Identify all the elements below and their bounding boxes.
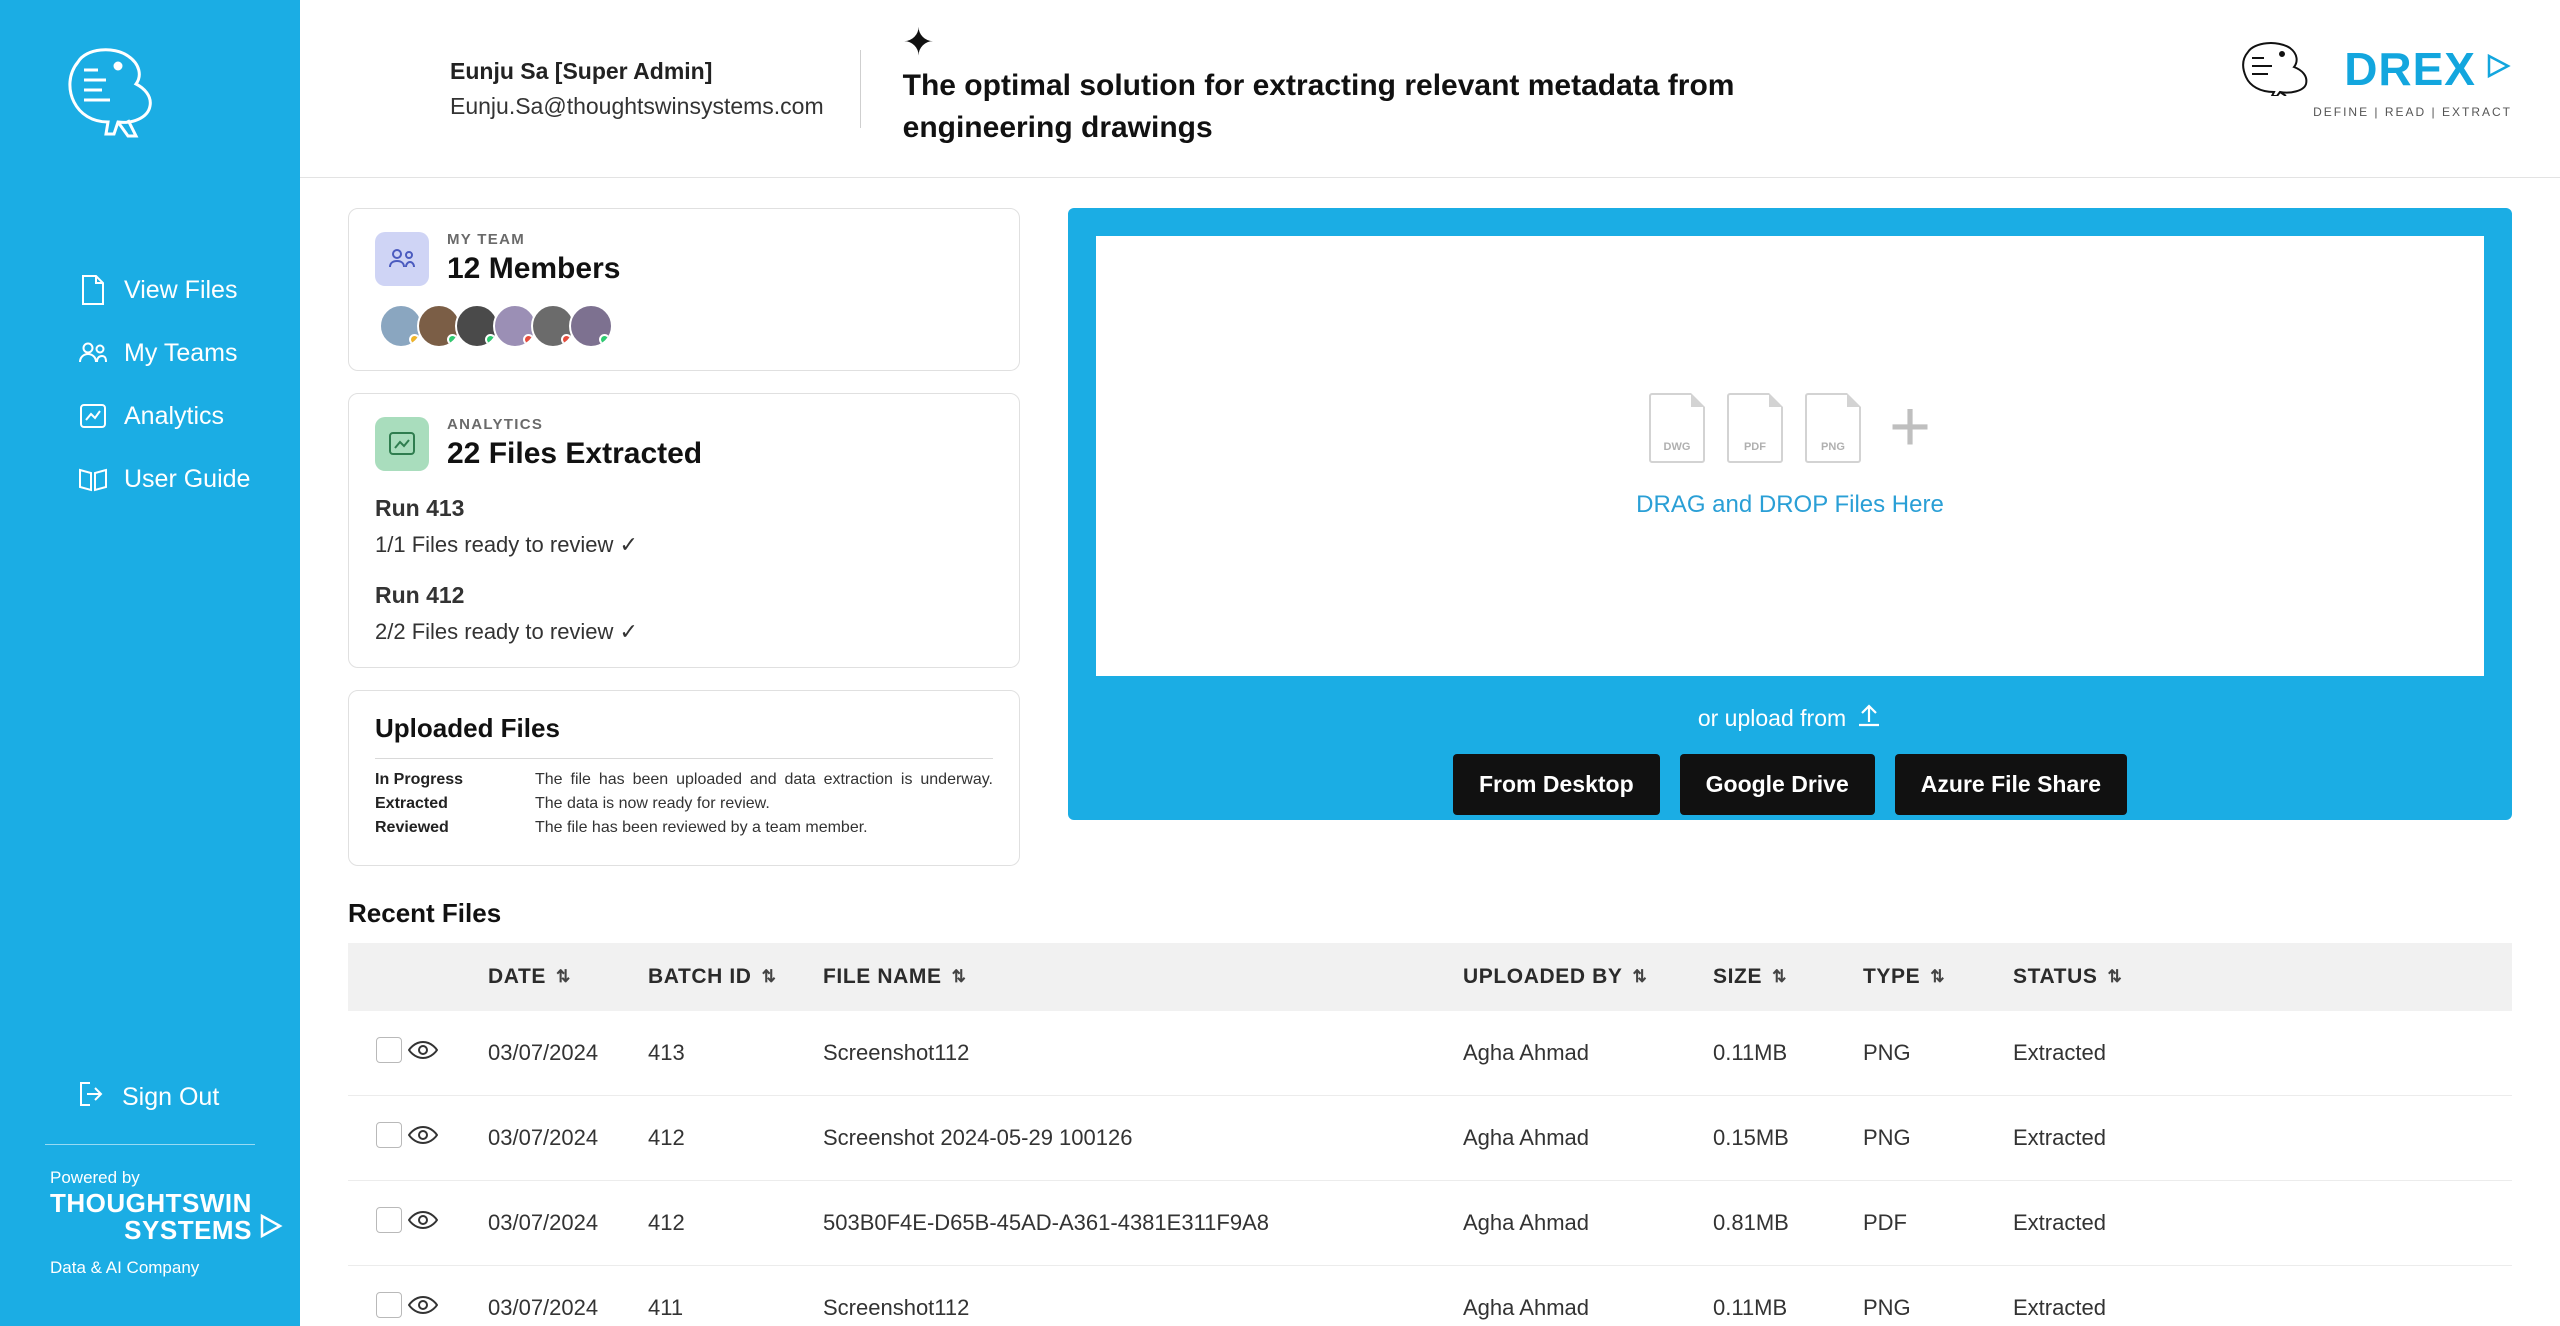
add-plus-icon[interactable]: + xyxy=(1888,387,1932,468)
cell-status: Extracted xyxy=(2013,1266,2512,1326)
cell-uploaded-by: Agha Ahmad xyxy=(1463,1266,1713,1326)
sign-out-label: Sign Out xyxy=(122,1082,220,1111)
uploaded-files-title: Uploaded Files xyxy=(375,713,560,743)
analytics-card[interactable] xyxy=(348,393,1020,668)
right-column xyxy=(1068,208,2512,888)
powered-by-label: Powered by xyxy=(50,1167,140,1187)
cell-size: 0.81MB xyxy=(1713,1181,1863,1266)
sidebar-item-label: User Guide xyxy=(124,464,251,493)
sort-icon[interactable]: ⇅ xyxy=(1772,967,1787,986)
from-desktop-button[interactable]: From Desktop xyxy=(1453,754,1660,815)
column-header-status[interactable]: STATUS ⇅ xyxy=(2013,943,2512,1011)
drex-brand xyxy=(2226,36,2512,119)
cell-type: PNG xyxy=(1863,1266,2013,1326)
cell-file-name: Screenshot 2024-05-29 100126 xyxy=(823,1096,1463,1181)
column-header-batch-id[interactable]: BATCH ID ⇅ xyxy=(648,943,823,1011)
column-header-date[interactable]: DATE ⇅ xyxy=(488,943,648,1011)
eye-icon[interactable] xyxy=(408,1295,438,1320)
eye-icon[interactable] xyxy=(408,1210,438,1235)
book-icon xyxy=(78,464,108,494)
my-team-card[interactable] xyxy=(348,208,1020,371)
sign-out-button[interactable] xyxy=(0,1081,300,1114)
or-upload-row xyxy=(1096,702,2484,734)
sidebar-item-label: Analytics xyxy=(124,401,225,430)
sidebar-item-my-teams[interactable] xyxy=(0,338,300,368)
legend-value: The file has been uploaded and data extraction is underway. xyxy=(535,771,993,788)
row-checkbox[interactable] xyxy=(376,1037,402,1063)
cell-batch-id: 411 xyxy=(648,1266,823,1326)
company-name-line2: SYSTEMS xyxy=(124,1215,252,1246)
cell-uploaded-by: Agha Ahmad xyxy=(1463,1011,1713,1096)
upload-source-buttons xyxy=(1096,754,2484,815)
column-header-type[interactable]: TYPE ⇅ xyxy=(1863,943,2013,1011)
sidebar-item-user-guide[interactable] xyxy=(0,464,300,494)
row-checkbox[interactable] xyxy=(376,1122,402,1148)
legend-key: Extracted xyxy=(375,795,448,812)
sort-icon[interactable]: ⇅ xyxy=(2107,967,2123,986)
cell-uploaded-by: Agha Ahmad xyxy=(1463,1096,1713,1181)
brand-play-icon xyxy=(2484,52,2512,85)
play-triangle-icon xyxy=(258,1213,284,1244)
page-tagline: The optimal solution for extracting relevant metadata from engineering drawings xyxy=(902,68,1735,144)
preview-header xyxy=(408,943,488,1011)
run-status: 1/1 Files ready to review ✓ xyxy=(375,532,638,557)
legend-row xyxy=(375,771,993,789)
eye-icon[interactable] xyxy=(408,1125,438,1150)
files-extracted-count: 22 Files Extracted xyxy=(447,437,703,470)
cell-batch-id: 413 xyxy=(648,1011,823,1096)
legend-row xyxy=(375,795,993,813)
cell-type: PNG xyxy=(1863,1096,2013,1181)
pdf-file-icon: PDF xyxy=(1727,393,1783,463)
sort-icon[interactable]: ⇅ xyxy=(951,967,967,986)
run-status: 2/2 Files ready to review ✓ xyxy=(375,619,638,644)
run-name: Run 412 xyxy=(375,582,465,608)
dwg-file-icon: DWG xyxy=(1649,393,1705,463)
or-upload-label: or upload from xyxy=(1697,704,1847,731)
cell-size: 0.11MB xyxy=(1713,1011,1863,1096)
sort-icon[interactable]: ⇅ xyxy=(1632,967,1648,986)
cell-file-name: 503B0F4E-D65B-45AD-A361-4381E311F9A8 xyxy=(823,1181,1463,1266)
dashboard-content xyxy=(300,178,2560,888)
legend-key: In Progress xyxy=(375,771,464,788)
powered-by-block xyxy=(0,1167,300,1278)
cell-uploaded-by: Agha Ahmad xyxy=(1463,1181,1713,1266)
sparkle-icon: ✦ xyxy=(902,22,935,65)
sidebar-nav xyxy=(0,275,300,494)
sign-out-icon xyxy=(78,1081,106,1114)
drop-zone-label: DRAG and DROP Files Here xyxy=(1636,491,1944,518)
chart-icon xyxy=(78,401,108,431)
cell-date: 03/07/2024 xyxy=(488,1011,648,1096)
sidebar-item-label: My Teams xyxy=(124,338,238,367)
team-icon xyxy=(375,232,429,286)
row-checkbox[interactable] xyxy=(376,1292,402,1318)
cell-date: 03/07/2024 xyxy=(488,1266,648,1326)
cell-type: PDF xyxy=(1863,1181,2013,1266)
brand-name: DREX xyxy=(2344,42,2476,95)
legend-value: The file has been reviewed by a team member. xyxy=(535,819,868,836)
user-email: Eunju.Sa@thoughtswinsystems.com xyxy=(450,92,824,119)
row-checkbox[interactable] xyxy=(376,1207,402,1233)
eye-icon[interactable] xyxy=(408,1040,438,1065)
cell-batch-id: 412 xyxy=(648,1181,823,1266)
file-drop-zone[interactable] xyxy=(1096,236,2484,676)
sort-icon[interactable]: ⇅ xyxy=(1930,967,1946,986)
team-member-count: 12 Members xyxy=(447,252,621,285)
sort-icon[interactable]: ⇅ xyxy=(761,967,777,986)
table-row[interactable] xyxy=(348,1266,2512,1326)
column-header-uploaded-by[interactable]: UPLOADED BY ⇅ xyxy=(1463,943,1713,1011)
cell-status: Extracted xyxy=(2013,1096,2512,1181)
legend-row xyxy=(375,819,993,837)
sidebar-footer xyxy=(0,1081,300,1326)
cell-batch-id: 412 xyxy=(648,1096,823,1181)
sidebar-item-analytics[interactable] xyxy=(0,401,300,431)
legend-key: Reviewed xyxy=(375,819,449,836)
column-header-file-name[interactable]: FILE NAME ⇅ xyxy=(823,943,1463,1011)
main-area xyxy=(300,0,2560,1326)
recent-files-section xyxy=(300,888,2560,1326)
table-row[interactable] xyxy=(348,1011,2512,1096)
column-header-size[interactable]: SIZE ⇅ xyxy=(1713,943,1863,1011)
upload-arrow-icon xyxy=(1856,702,1882,734)
company-tagline: Data & AI Company xyxy=(50,1257,200,1277)
cell-size: 0.11MB xyxy=(1713,1266,1863,1326)
analytics-icon xyxy=(375,417,429,471)
table-row[interactable] xyxy=(348,1181,2512,1266)
legend-value: The data is now ready for review. xyxy=(535,795,770,812)
page-header xyxy=(300,0,2560,178)
sidebar xyxy=(0,0,300,1326)
user-name: Eunju Sa [Super Admin] xyxy=(450,57,713,84)
upload-panel xyxy=(1068,208,2512,820)
app-logo xyxy=(0,0,300,145)
sort-icon[interactable]: ⇅ xyxy=(556,967,571,986)
company-name-line1: THOUGHTSWIN xyxy=(50,1188,252,1219)
user-info xyxy=(450,58,860,120)
png-file-icon: PNG xyxy=(1805,393,1861,463)
avatar[interactable] xyxy=(569,304,613,348)
left-column xyxy=(348,208,1020,888)
users-icon xyxy=(78,338,108,368)
cell-status: Extracted xyxy=(2013,1181,2512,1266)
analytics-eyebrow: ANALYTICS xyxy=(447,416,544,433)
cell-date: 03/07/2024 xyxy=(488,1181,648,1266)
sidebar-item-view-files[interactable] xyxy=(0,275,300,305)
dinosaur-brand-icon xyxy=(2226,36,2336,101)
footer-divider xyxy=(45,1144,255,1145)
google-drive-button[interactable]: Google Drive xyxy=(1680,754,1875,815)
cell-status: Extracted xyxy=(2013,1011,2512,1096)
team-eyebrow: MY TEAM xyxy=(447,231,525,248)
file-icon xyxy=(78,275,108,305)
run-name: Run 413 xyxy=(375,495,465,521)
uploaded-files-legend-card xyxy=(348,690,1020,866)
cell-date: 03/07/2024 xyxy=(488,1096,648,1181)
cell-file-name: Screenshot112 xyxy=(823,1011,1463,1096)
recent-files-title: Recent Files xyxy=(348,898,502,928)
sidebar-item-label: View Files xyxy=(124,275,238,304)
azure-file-share-button[interactable]: Azure File Share xyxy=(1895,754,2127,815)
cell-file-name: Screenshot112 xyxy=(823,1266,1463,1326)
cell-size: 0.15MB xyxy=(1713,1096,1863,1181)
cell-type: PNG xyxy=(1863,1011,2013,1096)
recent-files-table xyxy=(348,943,2512,1326)
team-avatars xyxy=(375,304,993,348)
table-header-row xyxy=(348,943,2512,1011)
select-all-header[interactable] xyxy=(348,943,408,1011)
brand-subtitle: DEFINE | READ | EXTRACT xyxy=(2313,105,2512,119)
table-row[interactable] xyxy=(348,1096,2512,1181)
